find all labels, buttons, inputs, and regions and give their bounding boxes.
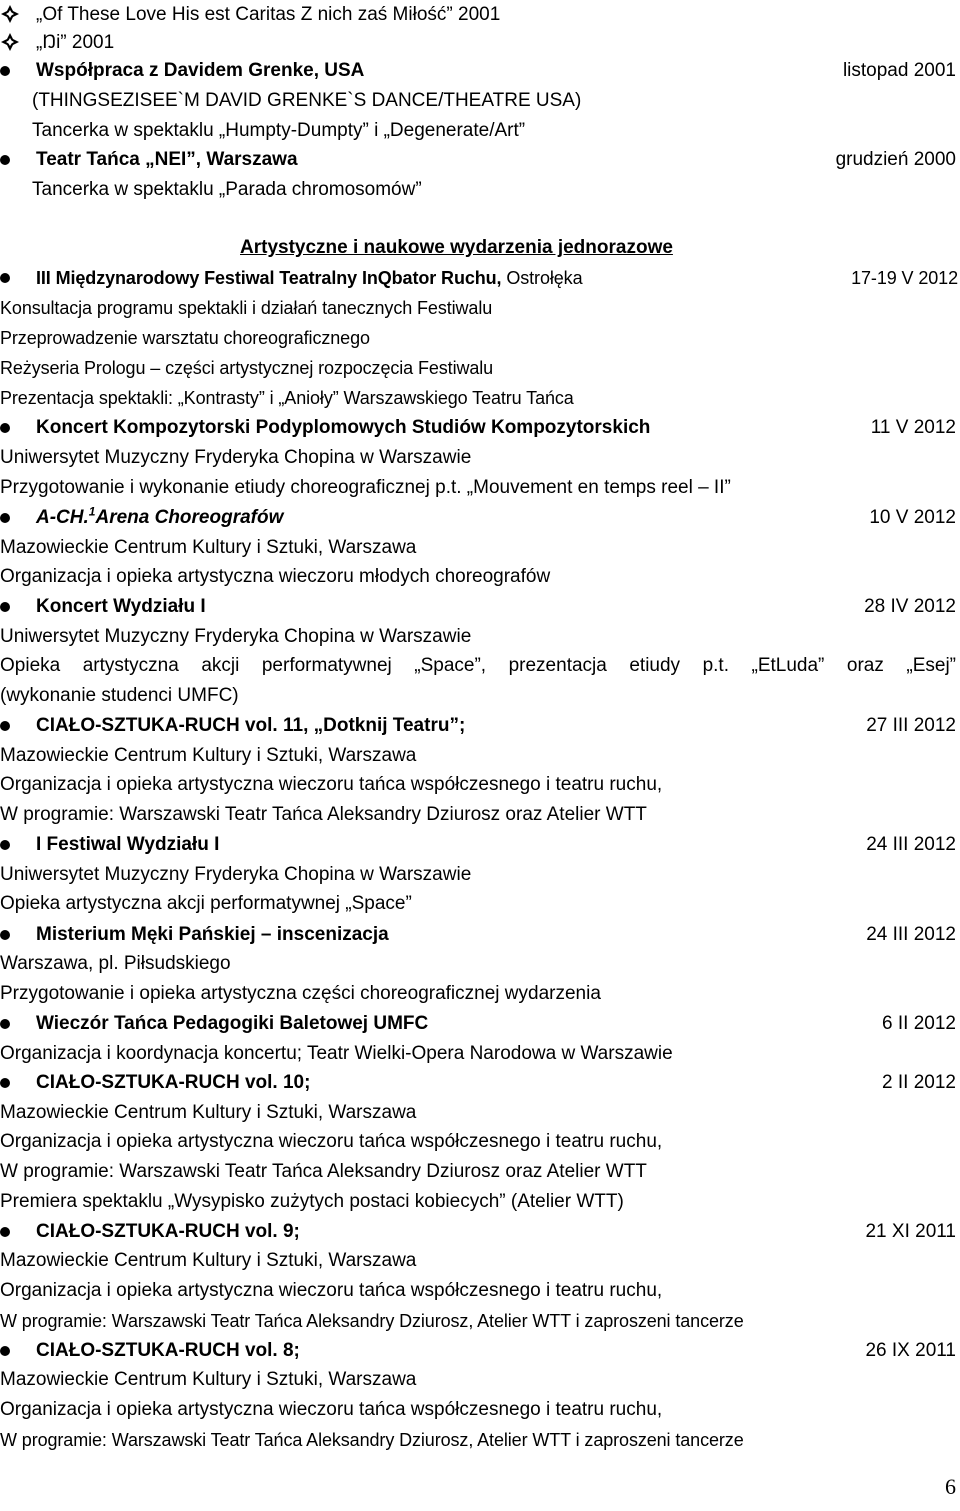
bullet-icon xyxy=(0,721,10,731)
event-line xyxy=(0,770,960,800)
event-line xyxy=(0,651,960,681)
event-title-row xyxy=(0,1068,960,1098)
bullet-icon xyxy=(0,1019,10,1029)
event-line xyxy=(0,681,960,711)
event-title-row xyxy=(0,1009,960,1039)
event-line xyxy=(0,473,960,503)
event-line-text: Reżyseria Prologu – części artystycznej rozpoczęcia Festiwalu xyxy=(0,358,494,378)
event-line xyxy=(0,1098,960,1128)
event-line-text: Przygotowanie i wykonanie etiudy choreograficznej p.t. „Mouvement en temps reel – II” xyxy=(0,477,731,498)
event-line-text: Premiera spektaklu „Wysypisko zużytych postaci kobiecych” (Atelier WTT) xyxy=(0,1191,624,1212)
event-date: 2 II 2012 xyxy=(882,1072,956,1093)
event-line-text: (wykonanie studenci UMFC) xyxy=(0,685,239,706)
event-title xyxy=(36,263,582,293)
work-date: grudzień 2000 xyxy=(835,149,956,170)
event-date: 26 IX 2011 xyxy=(865,1340,956,1361)
event-title-row xyxy=(0,263,960,293)
work-title-row xyxy=(0,56,960,86)
work-title-row xyxy=(0,145,960,175)
event-line-text: Opieka artystyczna akcji performatywnej „Space” xyxy=(0,893,412,914)
event-line-text: Uniwersytet Muzyczny Fryderyka Chopina w Warszawie xyxy=(0,864,472,885)
event-line xyxy=(0,1425,960,1455)
event-title xyxy=(36,503,283,533)
event-date: 11 V 2012 xyxy=(870,417,956,438)
event-title: Koncert Kompozytorski Podyplomowych Studiów Kompozytorskich xyxy=(36,417,651,438)
bullet-icon xyxy=(0,1078,10,1088)
event-line-text: W programie: Warszawski Teatr Tańca Aleksandry Dziurosz oraz Atelier WTT xyxy=(0,804,647,825)
bullet-icon xyxy=(0,423,10,433)
event-line-text: W programie: Warszawski Teatr Tańca Aleksandry Dziurosz oraz Atelier WTT xyxy=(0,1161,647,1182)
event-title-row xyxy=(0,503,960,533)
event-title-row xyxy=(0,920,960,950)
bullet-icon xyxy=(0,1346,10,1356)
event-line-text: Mazowieckie Centrum Kultury i Sztuki, Warszawa xyxy=(0,745,417,766)
event-line xyxy=(0,889,960,919)
event-line-text: W programie: Warszawski Teatr Tańca Aleksandry Dziurosz, Atelier WTT i zaproszeni tancerze xyxy=(0,1311,744,1331)
header-item-text: „Of These Love His est Caritas Z nich zaś Miłość” 2001 xyxy=(36,4,501,25)
event-title: I Festiwal Wydziału I xyxy=(36,834,220,855)
bullet-icon xyxy=(0,1227,10,1237)
work-line-text: (THINGSEZISEE`M DAVID GRENKE`S DANCE/THEATRE USA) xyxy=(32,90,582,111)
event-date: 21 XI 2011 xyxy=(865,1221,956,1242)
event-date: 24 III 2012 xyxy=(866,834,956,855)
event-title: CIAŁO-SZTUKA-RUCH vol. 10; xyxy=(36,1072,311,1093)
event-date: 28 IV 2012 xyxy=(864,596,956,617)
header-item-text: „Ŋi” 2001 xyxy=(36,32,115,53)
event-line xyxy=(0,383,960,413)
event-line-text: Organizacja i opieka artystyczna wieczoru tańca współczesnego i teatru ruchu, xyxy=(0,1131,663,1152)
event-line xyxy=(0,949,960,979)
event-line-text: Mazowieckie Centrum Kultury i Sztuki, Warszawa xyxy=(0,537,417,558)
bullet-icon xyxy=(0,273,10,283)
event-line xyxy=(0,323,960,353)
work-date: listopad 2001 xyxy=(842,60,956,81)
event-title-text: Arena Choreografów xyxy=(95,507,284,528)
event-line-text: Organizacja i opieka artystyczna wieczoru tańca współczesnego i teatru ruchu, xyxy=(0,1399,663,1420)
event-title: CIAŁO-SZTUKA-RUCH vol. 8; xyxy=(36,1340,300,1361)
event-title-row xyxy=(0,711,960,741)
event-line-text: Organizacja i opieka artystyczna wieczoru młodych choreografów xyxy=(0,566,551,587)
event-line xyxy=(0,979,960,1009)
header-item xyxy=(0,28,960,58)
event-title-row xyxy=(0,592,960,622)
bullet-icon xyxy=(0,602,10,612)
event-title-prefix: A-CH. xyxy=(36,507,89,528)
event-line-text: Przygotowanie i opieka artystyczna części choreograficznej wydarzenia xyxy=(0,983,601,1004)
event-title-row xyxy=(0,413,960,443)
event-line-text: Uniwersytet Muzyczny Fryderyka Chopina w Warszawie xyxy=(0,447,472,468)
event-title: CIAŁO-SZTUKA-RUCH vol. 9; xyxy=(36,1221,300,1242)
bullet-icon xyxy=(0,840,10,850)
diamond-bullet-icon xyxy=(0,4,20,24)
event-line-text: Prezentacja spektakli: „Kontrasty” i „Anioły” Warszawskiego Teatru Tańca xyxy=(0,388,574,408)
bullet-icon xyxy=(0,155,10,165)
event-line xyxy=(0,562,960,592)
event-line xyxy=(0,1246,960,1276)
event-line xyxy=(0,353,960,383)
event-date: 27 III 2012 xyxy=(866,715,956,736)
event-line-text: Organizacja i opieka artystyczna wieczoru tańca współczesnego i teatru ruchu, xyxy=(0,774,663,795)
event-line-justified: Opieka artystyczna akcji performatywnej „Space”, prezentacja etiudy p.t. „EtLuda” oraz „Esej” xyxy=(0,655,956,676)
event-line-text: Konsultacja programu spektakli i działań tanecznych Festiwalu xyxy=(0,298,493,318)
event-line-text: W programie: Warszawski Teatr Tańca Aleksandry Dziurosz, Atelier WTT i zaproszeni tancerze xyxy=(0,1430,744,1450)
work-title: Współpraca z Davidem Grenke, USA xyxy=(36,60,365,81)
event-title: Wieczór Tańca Pedagogiki Baletowej UMFC xyxy=(36,1013,429,1034)
event-line-text: Mazowieckie Centrum Kultury i Sztuki, Warszawa xyxy=(0,1102,417,1123)
work-line-text: Tancerka w spektaklu „Parada chromosomów” xyxy=(32,179,422,200)
work-line-text: Tancerka w spektaklu „Humpty-Dumpty” i „Degenerate/Art” xyxy=(32,120,526,141)
header-item xyxy=(0,0,960,30)
bullet-icon xyxy=(0,513,10,523)
event-line-text: Organizacja i koordynacja koncertu; Teatr Wielki-Opera Narodowa w Warszawie xyxy=(0,1043,673,1064)
event-line xyxy=(0,1039,960,1069)
event-line xyxy=(0,622,960,652)
event-title: CIAŁO-SZTUKA-RUCH vol. 11, „Dotknij Teatru”; xyxy=(36,715,466,736)
event-line xyxy=(0,860,960,890)
event-line xyxy=(0,443,960,473)
event-title-text: III Międzynarodowy Festiwal Teatralny InQbator Ruchu, xyxy=(36,268,502,288)
event-line xyxy=(0,1187,960,1217)
event-line xyxy=(0,1276,960,1306)
event-title-row xyxy=(0,1336,960,1366)
work-line xyxy=(0,116,960,146)
event-line-text: Mazowieckie Centrum Kultury i Sztuki, Warszawa xyxy=(0,1250,417,1271)
event-line xyxy=(0,1395,960,1425)
event-line-text: Przeprowadzenie warsztatu choreograficznego xyxy=(0,328,370,348)
event-line xyxy=(0,741,960,771)
event-title-suffix: Ostrołęka xyxy=(501,268,583,288)
event-line xyxy=(0,1157,960,1187)
work-title: Teatr Tańca „NEI”, Warszawa xyxy=(36,149,298,170)
event-line-text: Warszawa, pl. Piłsudskiego xyxy=(0,953,231,974)
page-number: 6 xyxy=(945,1474,956,1499)
section-heading-row xyxy=(0,233,960,263)
event-line-text: Organizacja i opieka artystyczna wieczoru tańca współczesnego i teatru ruchu, xyxy=(0,1280,663,1301)
bullet-icon xyxy=(0,930,10,940)
work-line xyxy=(0,175,960,205)
event-line-text: Uniwersytet Muzyczny Fryderyka Chopina w Warszawie xyxy=(0,626,472,647)
event-line xyxy=(0,533,960,563)
event-line xyxy=(0,1365,960,1395)
section-heading: Artystyczne i naukowe wydarzenia jednorazowe xyxy=(240,237,673,258)
event-date: 24 III 2012 xyxy=(866,924,956,945)
event-line xyxy=(0,1306,960,1336)
work-line xyxy=(0,86,960,116)
event-date: 6 II 2012 xyxy=(882,1013,956,1034)
event-title-row xyxy=(0,1217,960,1247)
diamond-bullet-icon xyxy=(0,32,20,52)
event-title-sup: 1 xyxy=(88,504,96,519)
event-title-row xyxy=(0,830,960,860)
event-line xyxy=(0,800,960,830)
event-title: Misterium Męki Pańskiej – inscenizacja xyxy=(36,924,389,945)
event-date: 10 V 2012 xyxy=(869,507,956,528)
bullet-icon xyxy=(0,66,10,76)
event-line xyxy=(0,1127,960,1157)
event-line-text: Mazowieckie Centrum Kultury i Sztuki, Warszawa xyxy=(0,1369,417,1390)
event-line xyxy=(0,293,960,323)
event-title: Koncert Wydziału I xyxy=(36,596,206,617)
event-date: 17-19 V 2012 xyxy=(851,268,958,288)
